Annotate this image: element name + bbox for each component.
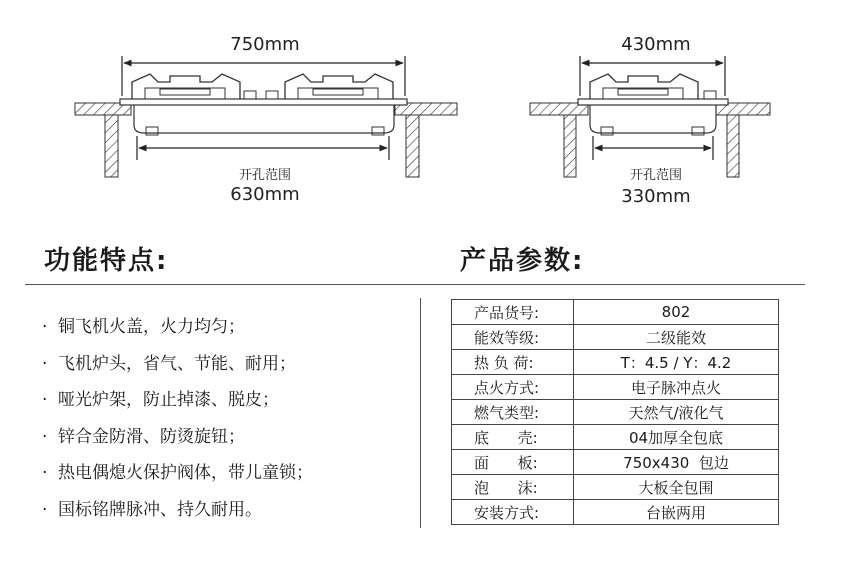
list-item <box>42 312 313 349</box>
table-row <box>452 375 779 400</box>
features-title: 功能特点: <box>44 246 169 276</box>
list-item <box>42 458 313 495</box>
spec-value: 电子脉冲点火 <box>574 375 779 400</box>
spec-label: 产品货号: <box>452 300 574 325</box>
bullet: · <box>42 499 48 520</box>
bullet: · <box>42 353 48 374</box>
table-row <box>452 400 779 425</box>
features-list <box>42 312 313 531</box>
feature-text: 铜飞机火盖，火力均匀； <box>58 317 245 337</box>
spec-label: 面 板: <box>452 450 574 475</box>
table-row <box>452 425 779 450</box>
feature-text: 热电偶熄火保护阀体，带儿童锁； <box>58 463 313 483</box>
list-item <box>42 349 313 386</box>
bullet: · <box>42 317 48 337</box>
bullet: · <box>42 463 48 483</box>
spec-value: 二级能效 <box>574 325 779 350</box>
column-divider <box>420 298 421 528</box>
specs-title: 产品参数: <box>460 246 585 276</box>
spec-value: 750x430 包边 <box>574 450 779 475</box>
spec-value: T：4.5 / Y：4.2 <box>574 350 779 375</box>
table-row <box>452 300 779 325</box>
spec-label: 底 壳: <box>452 425 574 450</box>
large-width-label: 750mm <box>230 34 300 55</box>
installation-diagrams <box>0 0 850 230</box>
small-width-label: 430mm <box>621 34 691 55</box>
specs-table <box>451 299 779 525</box>
bullet: · <box>42 390 48 410</box>
spec-label: 点火方式: <box>452 375 574 400</box>
section-divider <box>25 284 805 285</box>
table-row <box>452 475 779 500</box>
list-item <box>42 422 313 459</box>
diagram-large <box>75 56 457 177</box>
small-cutout-label: 开孔范围 <box>629 168 682 183</box>
feature-text: 锌合金防滑、防烫旋钮； <box>58 426 245 447</box>
table-row <box>452 500 779 525</box>
spec-value: 大板全包围 <box>574 475 779 500</box>
bullet: · <box>42 426 48 447</box>
diagram-small <box>530 56 770 177</box>
feature-text: 国标铭牌脉冲、持久耐用。 <box>58 499 262 520</box>
list-item <box>42 495 313 532</box>
spec-label: 泡 沫: <box>452 475 574 500</box>
table-row <box>452 450 779 475</box>
spec-value: 天然气/液化气 <box>574 400 779 425</box>
spec-label: 能效等级: <box>452 325 574 350</box>
large-cutout-label: 开孔范围 <box>238 168 291 183</box>
table-row <box>452 350 779 375</box>
feature-text: 哑光炉架，防止掉漆、脱皮； <box>58 390 279 410</box>
spec-label: 安装方式: <box>452 500 574 525</box>
spec-label: 热 负 荷: <box>452 350 574 375</box>
large-cutout-size: 630mm <box>230 184 300 205</box>
spec-value: 台嵌两用 <box>574 500 779 525</box>
spec-label: 燃气类型: <box>452 400 574 425</box>
spec-value: 802 <box>574 300 779 325</box>
list-item <box>42 385 313 422</box>
small-cutout-size: 330mm <box>621 186 691 207</box>
table-row <box>452 325 779 350</box>
spec-value: 04加厚全包底 <box>574 425 779 450</box>
feature-text: 飞机炉头，省气、节能、耐用； <box>58 353 296 374</box>
